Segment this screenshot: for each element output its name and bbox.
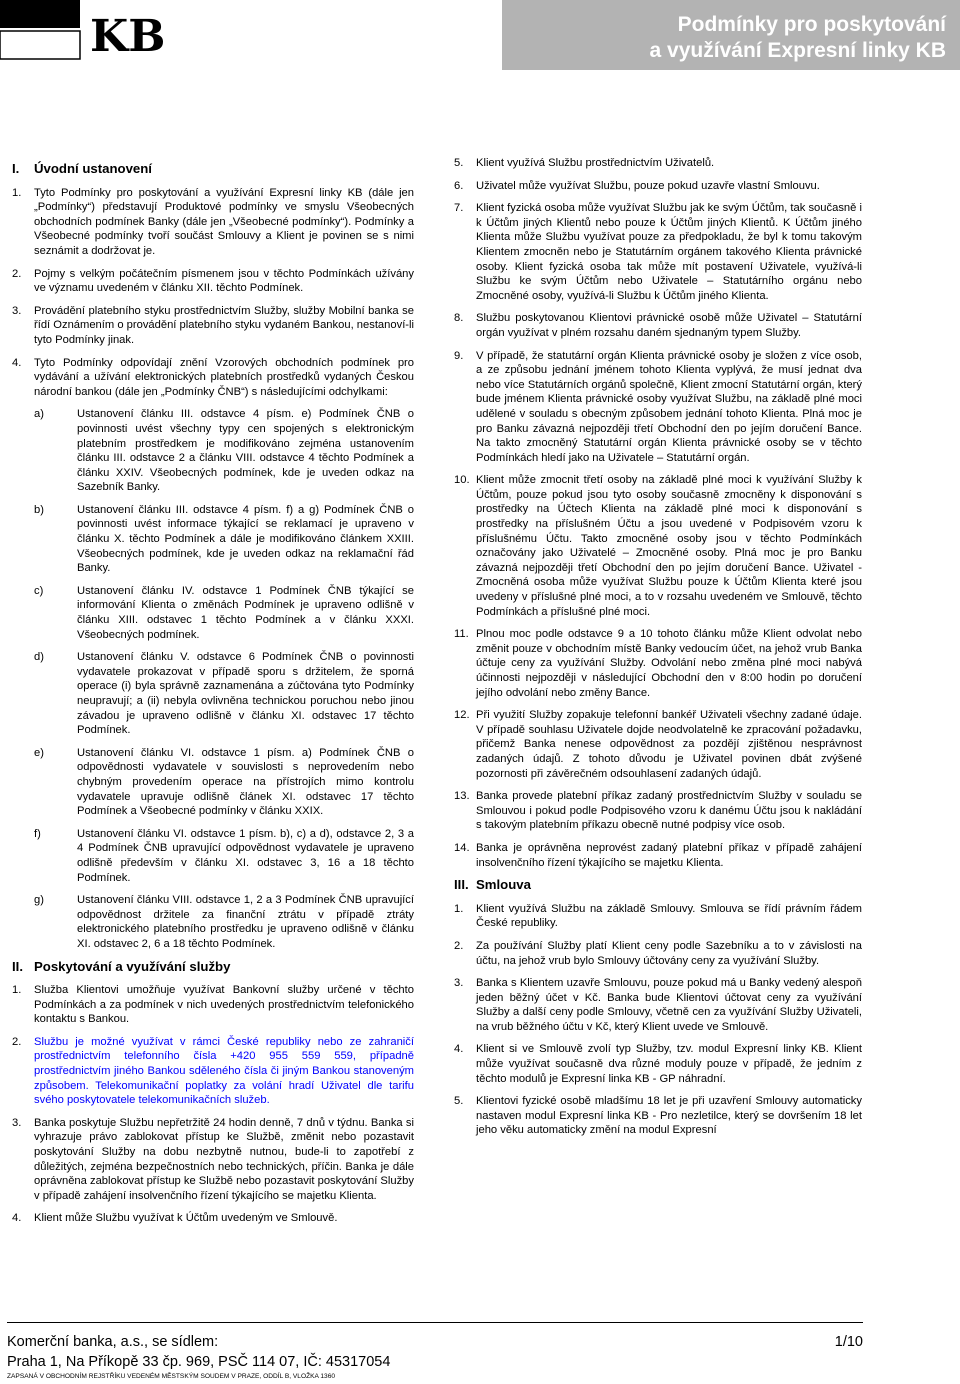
paragraph bbox=[12, 1211, 414, 1226]
right-column bbox=[454, 156, 862, 1146]
paragraph-text: Uživatel může využívat Službu, pouze pokud uzavře vlastní Smlouvu. bbox=[476, 179, 820, 192]
paragraph-text: Za používání Služby platí Klient ceny podle Sazebníku a to v závislosti na účtu, na jehož vrub bylo Smlouvy účtovány ceny za využívání Služby. bbox=[476, 939, 862, 967]
paragraph-text: Provádění platebního styku prostřednictvím Služby, služby Mobilní banka se řídí Oznámením o provádění platebního styku vydaném Bankou, nestanoví-li tyto Podmínky jinak. bbox=[34, 304, 414, 346]
paragraph bbox=[12, 186, 414, 259]
sub-paragraph-text: Ustanovení článku VI. odstavce 1 písm. a) Podmínek ČNB o odpovědnosti vydavatele v souvislosti s neprovedením nebo chybným provedením operace na přístrojích mimo kontrolu vydavatele upravuje odlišně článek XI. odstavec 17 těchto Podmínek a Všeobecné podmínky v článku XXIX. bbox=[77, 746, 414, 818]
paragraph-number: 1. bbox=[454, 902, 464, 915]
paragraph-number: 1. bbox=[12, 186, 22, 199]
section-number: I. bbox=[12, 161, 20, 176]
paragraph-number: 14. bbox=[454, 841, 470, 854]
sub-paragraph-text: Ustanovení článku VIII. odstavce 1, 2 a 3 Podmínek ČNB upravující odpovědnost držitele za finanční ztrátu v případě ztráty elektronického platebního prostředku je upraveno odlišně v článku XI. odstavec 2, 6 a 18 těchto Podmínek. bbox=[77, 894, 414, 950]
paragraph-number: 10. bbox=[454, 474, 470, 487]
paragraph-text: Tyto Podmínky pro poskytování a využívání Expresní linky KB (dále jen „Podmínky“) představují Produktové podmínky ve smyslu Všeobecných obchodních podmínek Banky (dále jen „Všeobecné podmínky“). Podmínky a Všeobecné podmínky tvoří součást Smlouvy a Klient je povinen se s nimi seznámit a dodržovat je. bbox=[34, 186, 414, 257]
paragraph-number: 4. bbox=[12, 356, 22, 369]
paragraph-text: Klientovi fyzické osobě mladšímu 18 let je při uzavření Smlouvy automaticky nastaven modul Expresní linka KB - Pro nezletilce, který se dovršením 18 let jeho věku automaticky změní na modul Expresní bbox=[476, 1095, 862, 1137]
paragraph-text: Banka provede platební příkaz zadaný prostřednictvím Služby v souladu se Smlouvou i pokud podle Podpisového vzoru k danému Účtu jsou k nakládání s takovým platebním příkazu obecně nutné podpisy více osob. bbox=[476, 790, 862, 832]
paragraph-number: 13. bbox=[454, 790, 470, 803]
footer-company: Komerční banka, a.s., se sídlem: bbox=[7, 1334, 219, 1350]
kb-logo bbox=[0, 0, 190, 66]
section-title: Smlouva bbox=[476, 877, 531, 893]
paragraph-highlighted bbox=[12, 1035, 414, 1108]
paragraph-number: 9. bbox=[454, 349, 464, 362]
paragraph bbox=[12, 1116, 414, 1204]
sub-paragraph bbox=[34, 893, 414, 951]
section-heading bbox=[454, 878, 862, 893]
paragraph-number: 1. bbox=[12, 984, 22, 997]
paragraph-number: 11. bbox=[454, 628, 469, 641]
footer-address: Praha 1, Na Příkopě 33 čp. 969, PSČ 114 07, IČ: 45317054 bbox=[7, 1354, 391, 1370]
sub-paragraph-letter: d) bbox=[34, 651, 44, 664]
sub-paragraph-text: Ustanovení článku III. odstavce 4 písm. f) a g) Podmínek ČNB o povinnosti uvést informace týkající se reklamací je upraveno v článku X. těchto Podmínek a dále je modifikováno článkem XXIII. Všeobecných podmínek, kde je uveden odkaz na reklamační řád Banky. bbox=[77, 503, 414, 575]
paragraph-text: Banka poskytuje Službu nepřetržitě 24 hodin denně, 7 dnů v týdnu. Banka si vyhrazuje právo zablokovat přístup ke Službě, změnit nebo pozastavit poskytování Služby na dobu nezbytně nutnou, bude-li to zapotřebí z důležitých, zejména bezpečnostních nebo technických, příčin. Banka je dále oprávněna zablokovat přístup ke Službě nebo pozastavit poskytování Služby v případě zahájení insolvenčního řízení týkajícího se majetku Klienta. bbox=[34, 1116, 414, 1202]
footer-divider bbox=[7, 1322, 863, 1323]
paragraph bbox=[454, 841, 862, 870]
paragraph-text: Banka je oprávněna neprovést zadaný platební příkaz v případě zahájení insolvenčního řízení týkajícího se majetku Klienta. bbox=[476, 841, 862, 869]
paragraph-text: Klient fyzická osoba může využívat Službu jak ke svým Účtům, tak současně i k Účtům jiných Klientů nebo pouze k Účtům jiných Klientů. K Účtům jiného Klienta může Službu využívat pouze za předpokladu, že byl k tomu takovým Klientem zmocněn nebo je Statutárním orgánem takového Klienta právnické osoby. Klient fyzická osoba tak může mít postavení Uživatele, využívá-li Službu ke svým Účtům nebo Uživatele – Statutárního orgánu nebo Zmocněné osoby, využívá-li Službu k Účtům jiného Klienta. bbox=[476, 202, 862, 302]
paragraph bbox=[454, 976, 862, 1034]
paragraph bbox=[454, 1094, 862, 1138]
paragraph-number: 8. bbox=[454, 312, 464, 325]
page-number: 1/10 bbox=[834, 1334, 863, 1350]
sub-paragraph-letter: g) bbox=[34, 894, 44, 907]
paragraph bbox=[12, 304, 414, 348]
paragraph-text: V případě, že statutární orgán Klienta právnické osoby je složen z více osob, a ze způsobu jednání jménem tohoto Klienta vyplývá, že musí jednat dva nebo více Statutárních orgánů společně, Klient zmocní Statutární orgán, který bude jménem Klienta právnické osoby využívat Službu, na základě plné moci udělené v souladu s obecným způsobem jednání tohoto Klienta. Plná moc je pro Banku závazná nejpozději třetí Obchodní den po jejím doručení Bance. Na takto zmocněný Statutární orgán Klienta právnické osoby se v těchto Podmínkách hledí jako na Uživatele – Statutární orgán. bbox=[476, 349, 862, 464]
paragraph-number: 7. bbox=[454, 202, 464, 215]
paragraph-number: 4. bbox=[454, 1043, 464, 1056]
paragraph bbox=[454, 179, 862, 194]
paragraph-number: 5. bbox=[454, 1095, 464, 1108]
header-band bbox=[502, 0, 960, 70]
document-title: Podmínky pro poskytování a využívání Expresní linky KB bbox=[649, 13, 946, 62]
paragraph-text: Plnou moc podle odstavce 9 a 10 tohoto článku může Klient odvolat nebo změnit pouze v obchodním místě Banky vedoucím účet, na jehož vrub Banka účtuje ceny za využívání Služby. Odvolání nebo změna plné moci nabývá účinnosti nejpozději v následující Obchodní den v 8:00 hodin po doručení jejího odvolání nebo změny Bance. bbox=[476, 628, 862, 699]
paragraph-text: Klient může zmocnit třetí osoby na základě plné moci k využívání Služby k Účtům, pouze pokud jsou tyto osoby současně zmocněny k disponování s prostředky na Účtech Klienta na základě plné moci k disponování s prostředky na příslušném Účtu a jsou uvedené v Podpisovém vzoru k příslušnému Účtu. Takto zmocněné osoby jsou v těchto Podmínkách označovány jako Uživatelé – Zmocněné osoby. Plná moc je pro Banku závazná nejpozději třetí Obchodní den po jejím doručení Bance. Uživatel - Zmocněná osoba může využívat Službu pouze k Účtům Klienta které jsou uvedeny v příslušné plné moci, a to v rozsahu uvedeném ve Smlouvě, těchto Podmínkách a příslušné plné moci. bbox=[476, 474, 862, 618]
paragraph bbox=[454, 708, 862, 781]
section-heading bbox=[12, 162, 414, 177]
paragraph-text: Klient si ve Smlouvě zvolí typ Služby, tzv. modul Expresní linky KB. Klient může využívat současně dva různé moduly pouze v případě, že jedním z těchto modulů je Expresní linka KB - GP náhradní. bbox=[476, 1043, 862, 1085]
paragraph-number: 4. bbox=[12, 1212, 22, 1225]
sub-paragraph bbox=[34, 746, 414, 819]
sub-paragraph bbox=[34, 650, 414, 738]
sub-paragraph-letter: f) bbox=[34, 827, 41, 840]
left-column bbox=[12, 156, 414, 1234]
sub-paragraph-letter: c) bbox=[34, 584, 44, 597]
paragraph bbox=[454, 201, 862, 303]
section-number: II. bbox=[12, 958, 23, 974]
paragraph-text: Služba Klientovi umožňuje využívat Bankovní služby určené v těchto Podmínkách a za podmínek v nich uvedených prostřednictvím telefonického kontaktu s Bankou. bbox=[34, 984, 414, 1026]
footer-registry: ZAPSANÁ V OBCHODNÍM REJSTŘÍKU VEDENÉM MĚSTSKÝM SOUDEM V PRAZE, ODDÍL B, VLOŽKA 1360 bbox=[7, 1373, 336, 1380]
paragraph-number: 12. bbox=[454, 709, 470, 722]
paragraph bbox=[12, 983, 414, 1027]
paragraph-text: Při využití Služby zopakuje telefonní bankéř Uživateli všechny zadané údaje. V případě souhlasu Uživatele dojde neodvolatelně ke zpracování požadavku, přičemž Banka nenese odpovědnost za pozdějí zjištěnou nesprávnost zadaných údajů. Z tohoto důvodu je Uživatel povinen dbát zvýšené pozornosti při závěrečném odsouhlasení zadaných údajů. bbox=[476, 709, 862, 780]
sub-paragraph-text: Ustanovení článku VI. odstavce 1 písm. b), c) a d), odstavce 2, 3 a 4 Podmínek ČNB upravující odpovědnost vydavatele je upraveno odlišně především v článku XI. odstavec 3, 16 a 18 těchto Podmínek. bbox=[77, 827, 414, 884]
paragraph bbox=[454, 349, 862, 466]
section-heading bbox=[12, 960, 414, 975]
sub-paragraph bbox=[34, 503, 414, 576]
paragraph bbox=[454, 939, 862, 968]
sub-paragraph bbox=[34, 827, 414, 885]
paragraph-number: 5. bbox=[454, 157, 464, 169]
paragraph-number: 2. bbox=[454, 939, 464, 952]
paragraph bbox=[454, 902, 862, 931]
sub-paragraph-letter: e) bbox=[34, 746, 44, 759]
sub-paragraph-text: Ustanovení článku IV. odstavce 1 Podmínek ČNB týkající se informování Klienta o změnách Podmínek je upraveno odlišně v článku XIII. odstavec 1 těchto Podmínek a v článku XXXI. Všeobecných podmínek. bbox=[77, 584, 414, 641]
paragraph-number: 3. bbox=[12, 1116, 22, 1129]
sub-paragraph-text: Ustanovení článku III. odstavce 4 písm. e) Podmínek ČNB o povinnosti uvést všechny typy cen spojených s elektronickým platebním prostředkem je modifikováno zejména ustanovením článku III. odstavce 2 a článku VIII. odstavce 4 těchto Podmínek a článku XXIV. Všeobecných podmínek, kde je uveden odkaz na Sazebník Banky. bbox=[77, 408, 414, 494]
paragraph-text: Banka s Klientem uzavře Smlouvu, pouze pokud má u Banky vedený alespoň jeden běžný účet v Kč. Banka bude Klientovi účtovat ceny za využívání Služby a další ceny podle Smlouvy, včetně cen za využívání Služby Uživateli, na vrub běžného účtu v Kč, který Klient uvede ve Smlouvě. bbox=[476, 977, 862, 1033]
paragraph-number: 3. bbox=[454, 977, 464, 990]
sub-paragraph bbox=[34, 584, 414, 642]
sub-paragraph-letter: a) bbox=[34, 408, 44, 421]
paragraph bbox=[12, 356, 414, 400]
paragraph-text: Klient využívá Službu prostřednictvím Uživatelů. bbox=[476, 157, 715, 169]
paragraph bbox=[454, 627, 862, 700]
paragraph bbox=[454, 789, 862, 833]
paragraph-text: Tyto Podmínky odpovídají znění Vzorových obchodních podmínek pro vydávání a užívání elektronických platebních prostředků vydaných Českou národní bankou (dále jen „Podmínky ČNB“) s následujícími odchylkami: bbox=[34, 356, 414, 398]
paragraph-number: 2. bbox=[12, 1035, 22, 1048]
paragraph-text: Službu je možné využívat v rámci České republiky nebo ze zahraničí prostřednictvím telefonního čísla +420 955 559 559, případně prostřednictvím jiného Bankou sděleného čísla či jiným Bankou stanoveným způsobem. Telekomunikační poplatky za volání hradí Uživatel dle tarifu svého poskytovatele telekomunikačních služeb. bbox=[34, 1035, 414, 1107]
section-title: Poskytování a využívání služby bbox=[34, 958, 231, 974]
kb-logo-mark bbox=[0, 0, 190, 66]
paragraph-number: 3. bbox=[12, 304, 22, 317]
paragraph bbox=[454, 473, 862, 619]
section-title: Úvodní ustanovení bbox=[34, 161, 152, 176]
paragraph-text: Klient může Službu využívat k Účtům uvedeným ve Smlouvě. bbox=[34, 1212, 338, 1225]
paragraph-number: 2. bbox=[12, 267, 22, 280]
paragraph-text: Službu poskytovanou Klientovi právnické osobě může Uživatel – Statutární orgán využívat v plném rozsahu daném sjednaným typem Služby. bbox=[476, 312, 862, 339]
sub-paragraph-letter: b) bbox=[34, 503, 44, 516]
paragraph bbox=[454, 1042, 862, 1086]
section-number: III. bbox=[454, 877, 469, 893]
paragraph bbox=[454, 311, 862, 340]
paragraph-text: Klient využívá Službu na základě Smlouvy. Smlouva se řídí právním řádem České republiky. bbox=[476, 902, 862, 930]
sub-paragraph bbox=[34, 407, 414, 495]
sub-paragraph-text: Ustanovení článku V. odstavce 6 Podmínek ČNB o povinnosti vydavatele prokazovat v případě sporu s držitelem, že sporná operace (i) byla správně zaznamenána a zúčtována tyto Podmínky neupravují; a (ii) nebyla ovlivněna technickou poruchou nebo jinou závadou je upraveno odlišně v článku XI. odstavec 17 těchto Podmínek. bbox=[77, 651, 414, 737]
svg-text:KB: KB bbox=[90, 11, 166, 62]
paragraph bbox=[12, 267, 414, 296]
paragraph-number: 6. bbox=[454, 179, 464, 192]
paragraph bbox=[454, 156, 862, 171]
paragraph-text: Pojmy s velkým počátečním písmenem jsou v těchto Podmínkách užívány ve významu uvedeném v článku XII. těchto Podmínek. bbox=[34, 267, 414, 295]
